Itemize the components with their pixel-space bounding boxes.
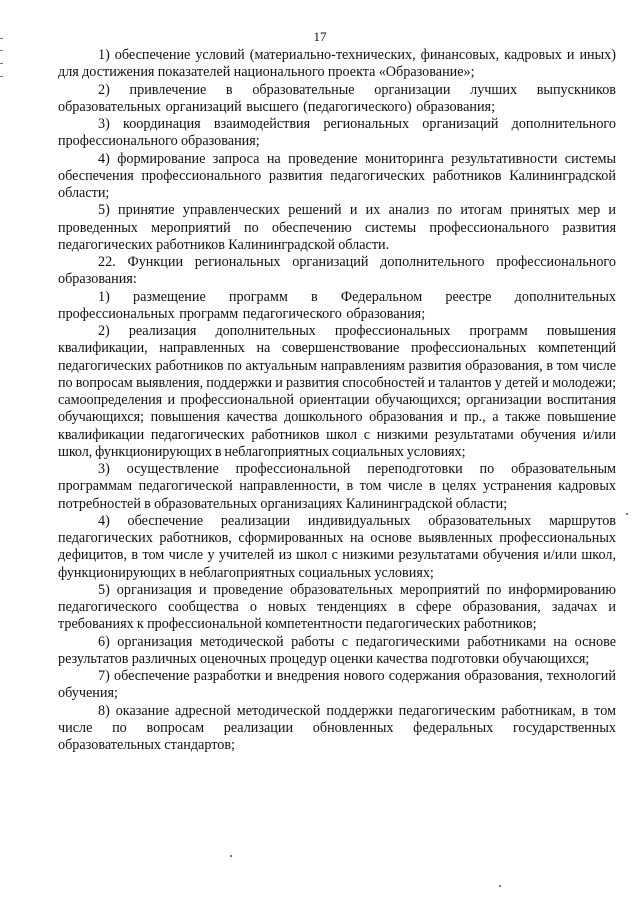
paragraph-item-4: 4) формирование запроса на проведение мониторинга результативности системы обеспечения профессионального развития педагогических работников Калининградской области;	[58, 150, 616, 201]
function-item-7: 7) обеспечение разработки и внедрения нового содержания образования, технологий обучения;	[58, 668, 616, 702]
document-body	[58, 47, 616, 754]
scan-speck	[626, 513, 628, 515]
function-item-4: 4) обеспечение реализации индивидуальных образовательных маршрутов педагогических работников, сформированных на основе выявленных профессиональных дефицитов, в том числе у учителей из школ с низкими результатами обучения и/или школ, функционирующих в неблагоприятных социальных условиях;	[58, 512, 616, 581]
scan-speck	[499, 885, 501, 887]
paragraph-item-5: 5) принятие управленческих решений и их анализ по итогам принятых мер и проведенных мероприятий по обеспечению системы профессионального развития педагогических работников Калининградской области.	[58, 202, 616, 253]
page-number: 17	[313, 29, 327, 44]
scan-speck	[230, 855, 232, 857]
paragraph-item-1: 1) обеспечение условий (материально-технических, финансовых, кадровых и иных) для достижения показателей национального проекта «Образование»;	[58, 47, 616, 81]
function-item-2: 2) реализация дополнительных профессиональных программ повышения квалификации, направленных на совершенствование профессиональных компетенций педагогических работников по актуальным направлениям развития образования, в том числе по вопросам выявления, поддержки и развития способностей и талантов у детей и молодежи; самоопределения и профессиональной ориентации обучающихся; организации воспитания обучающихся; повышения качества дошкольного образования и пр., а также повышение квалификации педагогических работников школ с низкими результатами обучения и/или школ, функционирующих в неблагоприятных социальных условиях;	[58, 323, 616, 460]
function-item-6: 6) организация методической работы с педагогическими работниками на основе результатов различных оценочных процедур оценки качества подготовки обучающихся;	[58, 633, 616, 667]
function-item-1: 1) размещение программ в Федеральном реестре дополнительных профессиональных программ педагогического образования;	[58, 288, 616, 322]
function-item-8: 8) оказание адресной методической поддержки педагогическим работникам, в том числе по вопросам реализации обновленных федеральных государственных образовательных стандартов;	[58, 702, 616, 753]
section-22-heading: 22. Функции региональных организаций дополнительного профессионального образования:	[58, 254, 616, 288]
paragraph-item-3: 3) координация взаимодействия региональных организаций дополнительного профессионального образования;	[58, 116, 616, 150]
function-item-5: 5) организация и проведение образовательных мероприятий по информированию педагогического сообщества о новых тенденциях в сфере образования, задачах и требованиях к профессиональной компетентности педагогических работников;	[58, 581, 616, 633]
paragraph-item-2: 2) привлечение в образовательные организации лучших выпускников образовательных организаций высшего (педагогического) образования;	[58, 81, 616, 115]
function-item-3: 3) осуществление профессиональной переподготовки по образовательным программам педагогической направленности, в том числе в целях устранения кадровых потребностей в образовательных организациях Калининградской области;	[58, 461, 616, 512]
